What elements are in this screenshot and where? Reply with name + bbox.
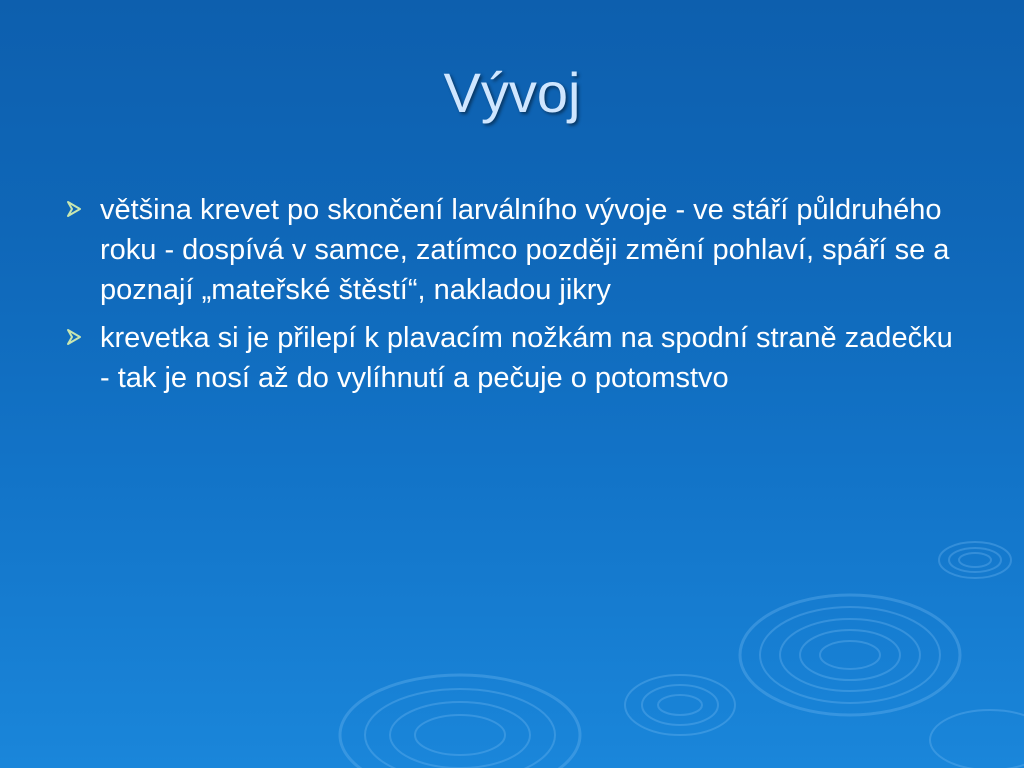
- bullet-text: krevetka si je přilepí k plavacím nožkám na spodní straně zadečku - tak je nosí až do vylíhnutí a pečuje o potomstvo: [100, 322, 953, 394]
- bullet-list: [60, 190, 960, 406]
- arrowhead-bullet-icon: [62, 197, 86, 221]
- slide-title: Vývoj: [443, 61, 581, 124]
- list-item: [60, 190, 960, 310]
- bullet-text: většina krevet po skončení larválního vývoje - ve stáří půldruhého roku - dospívá v samce, zatímco později změní pohlaví, spáří se a poznají „mateřské štěstí“, nakladou jikry: [100, 194, 950, 306]
- arrowhead-bullet-icon: [62, 325, 86, 349]
- list-item: [60, 318, 960, 398]
